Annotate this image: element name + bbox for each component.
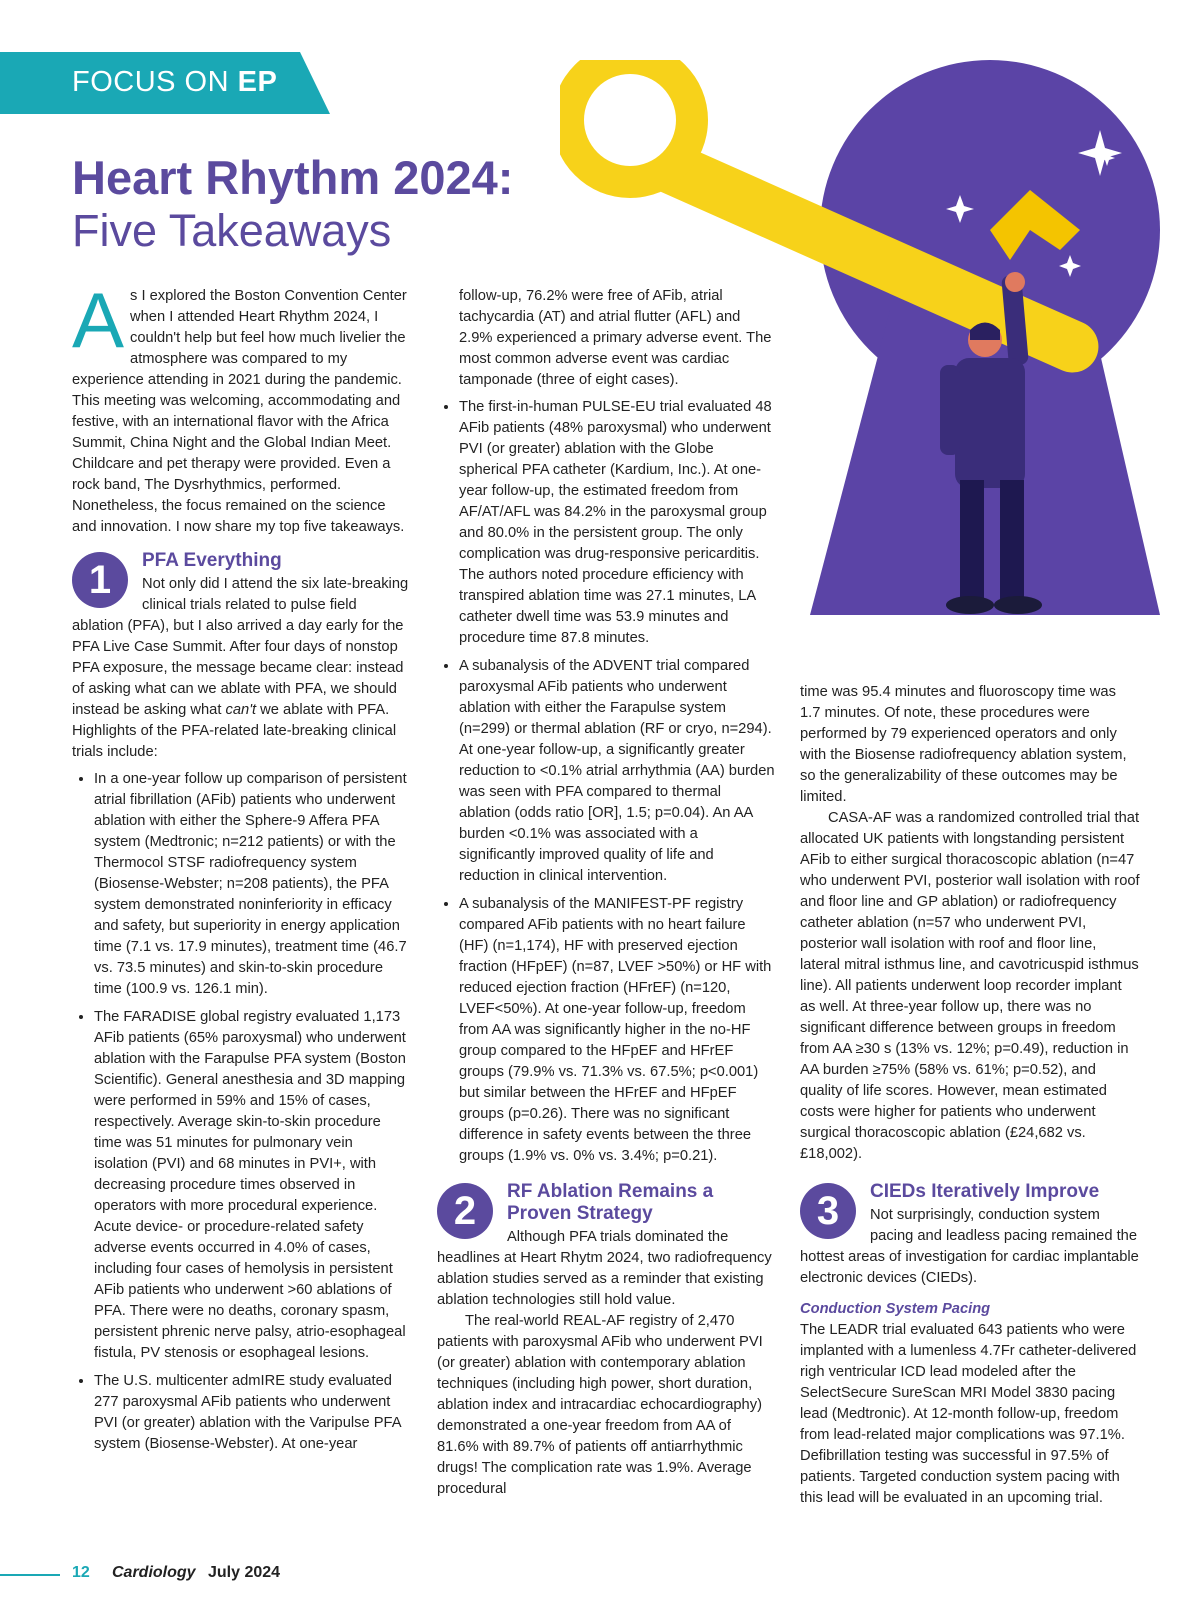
article-title: Heart Rhythm 2024: xyxy=(72,151,514,204)
footer-rule xyxy=(0,1574,60,1576)
list-item: • The U.S. multicenter admIRE study evaluated 277 paroxysmal AFib patients who underwent PVI (or greater) ablation with the Varipulse PFA system (Biosense-Webster). At one-year xyxy=(94,1371,410,1455)
list-item: • In a one-year follow up comparison of persistent atrial fibrillation (AFib) patients who underwent ablation with either the Sphere-9 Affera PFA system (Medtronic; n=212 patients) or with the Thermocol STSF radiofrequency system (Biosense-Webster; n=208 patients), the PFA system demonstrated noninferiority in efficacy and safety, but superiority in energy application time (7.1 vs. 17.9 minutes), treatment time (46.7 vs. 73.5 minutes) and skin-to-skin procedure time (100.9 vs. 126.1 min). xyxy=(94,769,410,1000)
section-1-intro: Not only did I attend the six late-breaking clinical trials related to pulse field ablation (PFA), but I also arrived a day early for the PFA Live Case Summit. After four days of nonstop PFA exposure, the message became clear: instead of asking what can we ablate with PFA, we should instead be asking what can't we ablate with PFA. Highlights of the PFA-related late-breaking clinical trials include: xyxy=(72,576,409,760)
page-number: 12 xyxy=(72,1564,90,1581)
page-footer xyxy=(0,1562,600,1586)
section-3-title: CIEDs Iteratively Improve xyxy=(870,1181,1100,1202)
section-1-header xyxy=(72,550,410,602)
intro-paragraph: As I explored the Boston Convention Center when I attended Heart Rhythm 2024, I couldn't help but feel how much livelier the atmosphere was compared to my experience attending in 2021 during the pandemic. This meeting was welcoming, accommodating and festive, with an international flavor with the Africa Summit, China Night and the Global Indian Meet. Childcare and pet therapy were provided. Even a rock band, The Dysrhythmics, performed. Nonetheless, the focus remained on the science and innovation. I now share my top five takeaways. xyxy=(72,276,407,535)
section-2-title: RF Ablation Remains a Proven Strategy xyxy=(507,1181,714,1224)
section-3-para-2: The LEADR trial evaluated 643 patients who were implanted with a lumenless 4.7Fr catheter-delivered righ ventricular ICD lead modeled after the SelectSecure SureScan MRI Model 3830 pacing lead (Medtronic). At 12-month follow-up, freedom from lead-related major complications was 97.1%. Defibrillation testing was successful in 97.5% of patients. Targeted conduction system pacing with this lead will be evaluated in an upcoming trial. xyxy=(800,1322,1137,1506)
section-2-para-2: The real-world REAL-AF registry of 2,470 patients with paroxysmal AFib who underwent PVI (or greater) ablation with contemporary ablation techniques (including high power, short duration, ablation index and intracardiac echocardiography) demonstrated a one-year freedom from AA of 81.6% with 89.7% of patients off antiarrhythmic drugs! The complication rate was 1.9%. Average procedural xyxy=(437,1313,763,1497)
section-3-para-1: Not surprisingly, conduction system pacing and leadless pacing remained the hottest areas of investigation for cardiac implantable electronic devices (CIEDs). xyxy=(800,1207,1139,1286)
section-2-para-1: Although PFA trials dominated the headlines at Heart Rhytm 2024, two radiofrequency ablation studies served as a reminder that existing ablation technologies still hold value. xyxy=(437,1229,772,1308)
section-2-para-2-cont: time was 95.4 minutes and fluoroscopy time was 1.7 minutes. Of note, these procedures were performed by 79 experienced operators and only with the Biosense radiofrequency ablation system, so the generalizability of these outcomes may be limited. xyxy=(800,684,1127,805)
section-2-para-3: CASA-AF was a randomized controlled trial that allocated UK patients with longstanding persistent AFib to either surgical thoracoscopic ablation (n=47 who underwent PVI, posterior wall isolation with roof and floor line and GP ablation) or radiofrequency catheter ablation (n=57 who underwent PVI, posterior wall isolation with roof and floor line, lateral mitral isthmus line, and cavotricuspid isthmus line). All patients underwent loop recorder implant as well. At three-year follow up, there was no significant difference between groups in freedom from AA ≥30 s (13% vs. 12%; p=0.49), reduction in AA burden ≥75% (58% vs. 61%; p=0.52), and quality of life scores. However, mean estimated costs were higher for patients who underwent surgical thoracoscopic ablation (£24,682 vs. £18,002). xyxy=(800,810,1140,1162)
list-item: • The FARADISE global registry evaluated 1,173 AFib patients (65% paroxysmal) who underwent ablation with the Farapulse PFA system (Boston Scientific). General anesthesia and 3D mapping were performed in 59% and 15% of cases, respectively. Average skin-to-skin procedure time was 51 minutes for pulmonary vein isolation (PVI) and 68 minutes in PVI+, with decreasing procedure times observed in operators with more procedural experience. Acute device- or procedure-related safety adverse events occurred in 4.0% of cases, including four cases of hemolysis in persistent AFib patients who underwent >60 ablations of PFA. There were no deaths, coronary spasm, persistent phrenic nerve palsy, atrio-esophageal fistula, PV stenosis or esophageal lesions. xyxy=(94,1007,410,1364)
section-2-header xyxy=(437,1181,775,1233)
section-3-header xyxy=(800,1181,1140,1233)
section-1-title: PFA Everything xyxy=(142,550,282,571)
column-1 xyxy=(72,276,410,1462)
section-1-bullets-col2 xyxy=(437,397,775,1167)
drop-cap: A xyxy=(72,276,125,364)
list-item: • A subanalysis of the MANIFEST-PF registry compared AFib patients with no heart failure (HF) (n=1,174), HF with preserved ejection fraction (HFpEF) (n=87, LVEF >50%) or HF with reduced ejection fraction (HFrEF) (n=120, LVEF<50%). At one-year follow-up, freedom from AA was significantly higher in the no-HF group compared to the HFpEF and HFrEF groups (79.9% vs. 71.3% vs. 67.5%; p<0.001) but similar between the HFrEF and HFpEF groups (p=0.26). There was no significant difference in safety events between the three groups (1.9% vs. 0% vs. 3.4%; p=0.21). xyxy=(459,894,775,1167)
banner-label: FOCUS ON EP xyxy=(72,66,278,98)
magazine-name: Cardiology xyxy=(112,1564,196,1581)
section-banner xyxy=(0,52,335,114)
section-1-bullets-col1 xyxy=(72,769,410,1455)
column-3 xyxy=(800,682,1140,1509)
section-number-badge: 2 xyxy=(437,1183,493,1239)
section-number-badge: 1 xyxy=(72,552,128,608)
article-subtitle: Five Takeaways xyxy=(72,205,392,256)
issue-date: July 2024 xyxy=(208,1564,281,1581)
list-item: • The first-in-human PULSE-EU trial evaluated 48 AFib patients (48% paroxysmal) who underwent PVI (or greater) ablation with the Globe spherical PFA catheter (Kardium, Inc.). At one-year follow-up, the estimated freedom from AF/AT/AFL was 84.2% in the paroxysmal group and 80.0% in the persistent group. The only complication was drug-responsive pericarditis. The authors noted procedure efficiency with transpired ablation time was 27.1 minutes, LA catheter dwell time was 53.9 minutes and procedure time 87.8 minutes. xyxy=(459,397,775,649)
list-item: • A subanalysis of the ADVENT trial compared paroxysmal AFib patients who underwent ablation with either the Farapulse system (n=299) or thermal ablation (RF or cryo, n=294). At one-year follow-up, a significantly greater reduction to <0.1% atrial arrhythmia (AA) burden was seen with PFA compared to thermal ablation (odds ratio [OR], 1.5; p=0.04). An AA burden <0.1% was associated with a significantly improved quality of life and reduction in clinical intervention. xyxy=(459,656,775,887)
section-number-badge: 3 xyxy=(800,1183,856,1239)
bullet-continuation: follow-up, 76.2% were free of AFib, atrial tachycardia (AT) and atrial flutter (AFL) and 2.9% experienced a primary adverse event. The most common adverse event was cardiac tamponade (three of eight cases). xyxy=(459,288,772,388)
section-3-subhead: Conduction System Pacing xyxy=(800,1301,991,1317)
column-2 xyxy=(437,286,775,1500)
